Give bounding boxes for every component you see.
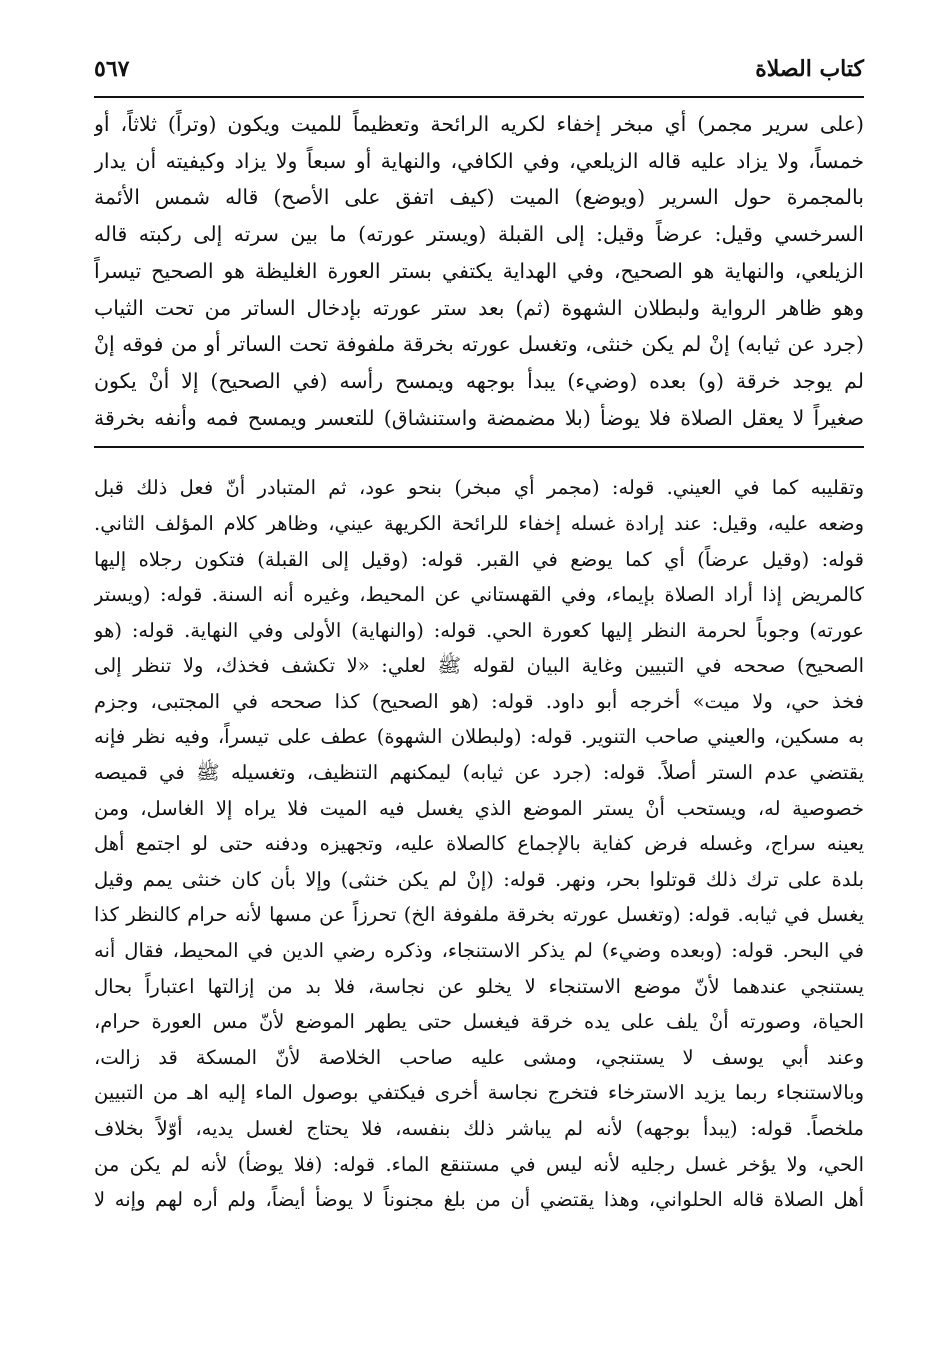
main-text-line: لم يوجد خرقة (و) بعده (وضيء) يبدأ بوجهه ويمسح رأسه (في الصحيح) إلا أنْ يكون (94, 368, 864, 393)
commentary-line: يغسل في ثيابه. قوله: (وتغسل عورته بخرقة ملفوفة الخ) تحرزاً عن مسها لأنه حرام كالنظر كذا (94, 903, 864, 927)
main-text-line: الزيلعي، والنهاية هو الصحيح، وفي الهداية يكتفي بستر العورة الغليظة هو الصحيح تيسراً (94, 258, 864, 283)
main-text-line: خمساً، ولا يزاد عليه قاله الزيلعي، وفي الكافي، والنهاية أو سبعاً ولا يزاد وكيفيته أن يدار (94, 148, 864, 173)
commentary-line: أهل الصلاة قاله الحلواني، وهذا يقتضي أن من بلغ مجنوناً لا يوضأ أيضاً، ولم أره لهم وإنه لا (94, 1188, 864, 1212)
main-text-line: صغيراً لا يعقل الصلاة فلا يوضأ (بلا مضمضة واستنشاق) للتعسر ويمسح فمه وأنفه بخرقة (94, 405, 864, 430)
commentary-separator (94, 446, 864, 448)
header-rule (94, 96, 864, 98)
commentary-line: فخذ حي، ولا ميت» أخرجه أبو داود. قوله: (هو الصحيح) كذا صححه في المجتبى، وجزم (94, 689, 864, 713)
main-text-line: وهو ظاهر الرواية ولبطلان الشهوة (ثم) بعد ستر عورته بإدخال الساتر من تحت الثياب (94, 295, 864, 320)
main-text-line: بالمجمرة حول السرير (ويوضع) الميت (كيف اتفق على الأصح) قاله شمس الأئمة (94, 185, 864, 210)
book-page (94, 30, 864, 1218)
commentary-line: يستنجي عندهما لأنّ موضع الاستنجاء لا يخلو عن نجاسة، فلا بد من إزالتها اعتباراً بحال (94, 974, 864, 998)
running-title: كتاب الصلاة (755, 56, 864, 82)
main-text (94, 106, 864, 436)
commentary-line: خصوصية له، ويستحب أنْ يستر الموضع الذي يغسل فيه الميت فلا يراه إلا الغاسل، ومن (94, 796, 864, 820)
commentary-line: الحياة، وصورته أنْ يلف على يده خرقة فيغسل حتى يطهر الموضع لأنّ مس العورة حرام، (94, 1010, 864, 1034)
commentary-line: قوله: (وقيل عرضاً) أي كما يوضع في القبر. قوله: (وقيل إلى القبلة) فتكون رجلاه إليها (94, 547, 864, 571)
commentary-line: بلدة على ترك ذلك قوتلوا بحر، ونهر. قوله: (إنْ لم يكن خنثى) وإلا بأن كان خنثى يمم وقيل (94, 867, 864, 891)
commentary-line: الصحيح) صححه في التبيين وغاية البيان لقوله ﷺ لعلي: «لا تكشف فخذك، ولا تنظر إلى (94, 654, 864, 678)
commentary-line: ملخصاً. قوله: (يبدأ بوجهه) لأنه لم يباشر ذلك بنفسه، فلا يحتاج لغسل يديه، أوّلاً بخلاف (94, 1117, 864, 1141)
commentary-line: يعينه سراج، وغسله فرض كفاية بالإجماع كالصلاة عليه، وتجهيزه ودفنه حتى لو اجتمع أهل (94, 832, 864, 856)
commentary-line: به مسكين، والعيني صاحب التنوير. قوله: (ولبطلان الشهوة) عطف على تيسراً، وفيه نظر فإنه (94, 725, 864, 749)
commentary-text (94, 470, 864, 1217)
commentary-line: كالمريض إذا أراد الصلاة بإيماء، وفي القهستاني عن المحيط، وغيره أنه السنة. قوله: (ويستر (94, 583, 864, 607)
commentary-line: عورته) وجوباً لحرمة النظر إليها كعورة الحي. قوله: (والنهاية) الأولى وفي النهاية. قوله: (هو (94, 618, 864, 642)
main-text-line: السرخسي وقيل: عرضاً وقيل: إلى القبلة (ويستر عورته) ما بين سرته إلى ركبته قاله (94, 222, 864, 247)
commentary-line: وتقليبه كما في العيني. قوله: (مجمر أي مبخر) بنحو عود، ثم المتبادر أنّ فعل ذلك قبل (94, 476, 864, 500)
page-header (94, 30, 864, 82)
commentary-line: الحي، ولا يؤخر غسل رجليه لأنه ليس في مستنقع الماء. قوله: (فلا يوضأ) لأنه لم يكن من (94, 1152, 864, 1176)
main-text-line: (جرد عن ثيابه) إنْ لم يكن خنثى، وتغسل عورته بخرقة ملفوفة تحت الساتر أو من فوقه إنْ (94, 332, 864, 357)
page-number: ٥٦٧ (94, 56, 130, 82)
commentary-line: وبالاستنجاء ربما يزيد الاسترخاء فتخرج نجاسة أخرى فيكتفي بوصول الماء إليه اهـ من التبيين (94, 1081, 864, 1105)
commentary-line: وضعه عليه، وقيل: عند إرادة غسله إخفاء للرائحة الكريهة عيني، وظاهر كلام المؤلف الثاني. (94, 511, 864, 535)
commentary-line: في البحر. قوله: (وبعده وضيء) لم يذكر الاستنجاء، وذكره رضي الدين في المحيط، فقال أنه (94, 939, 864, 963)
commentary-line: وعند أبي يوسف لا يستنجي، ومشى عليه صاحب الخلاصة لأنّ المسكة قد زالت، (94, 1045, 864, 1069)
main-text-line: (على سرير مجمر) أي مبخر إخفاء لكريه الرائحة وتعظيماً للميت ويكون (وتراً) ثلاثاً، أو (94, 112, 864, 136)
commentary-line: يقتضي عدم الستر أصلاً. قوله: (جرد عن ثيابه) ليمكنهم التنظيف، وتغسيله ﷺ في قميصه (94, 761, 864, 785)
